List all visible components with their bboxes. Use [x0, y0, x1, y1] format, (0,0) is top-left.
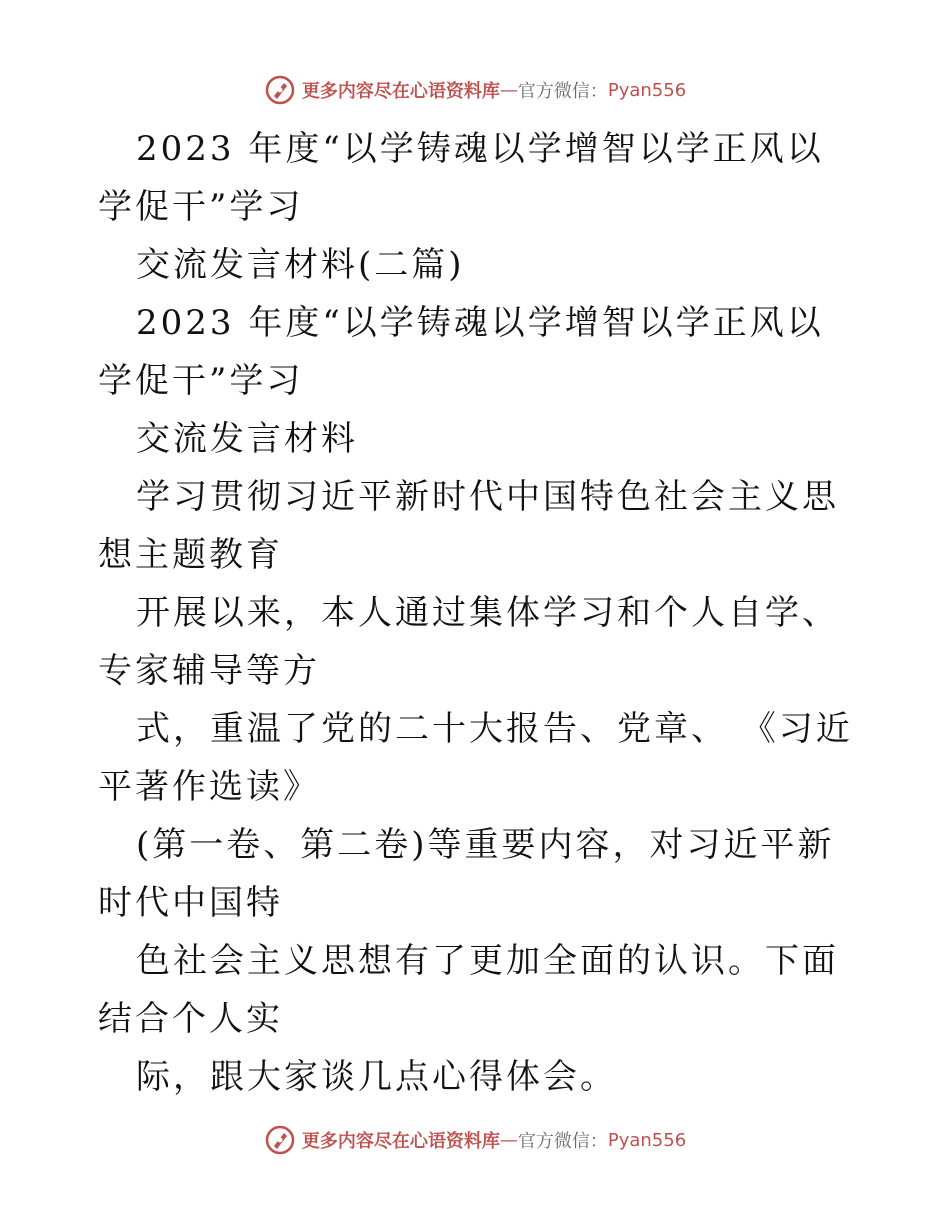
body-paragraph: 开展以来，本人通过集体学习和个人自学、专家辅导等方 — [98, 593, 839, 691]
watermark-main-text: 更多内容尽在心语资料库 — [301, 81, 500, 102]
watermark-separator: — — [499, 1129, 518, 1151]
pen-logo-icon — [264, 74, 296, 106]
watermark-separator: — — [499, 79, 518, 101]
section-title-line: 2023 年度“以学铸魂以学增智以学正风以学促干”学习 — [98, 303, 824, 401]
watermark-wechat-label: 官方微信： — [517, 1131, 608, 1152]
watermark-wechat-id: Pyan556 — [607, 79, 687, 101]
body-paragraph: 色社会主义思想有了更加全面的认识。下面结合个人实 — [98, 941, 839, 1039]
watermark-main-text: 更多内容尽在心语资料库 — [301, 1131, 500, 1152]
subtitle-line: 交流发言材料(二篇) — [136, 245, 465, 285]
pen-logo-icon — [264, 1124, 296, 1156]
watermark-wechat-label: 官方微信： — [517, 81, 608, 102]
section-subtitle-line: 交流发言材料 — [136, 419, 358, 459]
watermark-wechat-id: Pyan556 — [607, 1129, 687, 1151]
document-body — [98, 120, 858, 1106]
body-paragraph: 式，重温了党的二十大报告、党章、 《习近平著作选读》 — [98, 709, 853, 807]
body-paragraph: (第一卷、第二卷)等重要内容，对习近平新时代中国特 — [98, 825, 835, 923]
header-watermark — [0, 70, 950, 110]
title-line: 2023 年度“以学铸魂以学增智以学正风以学促干”学习 — [98, 129, 824, 227]
body-paragraph: 际，跟大家谈几点心得体会。 — [136, 1057, 617, 1097]
footer-watermark — [0, 1120, 950, 1160]
body-paragraph: 学习贯彻习近平新时代中国特色社会主义思想主题教育 — [98, 477, 839, 575]
